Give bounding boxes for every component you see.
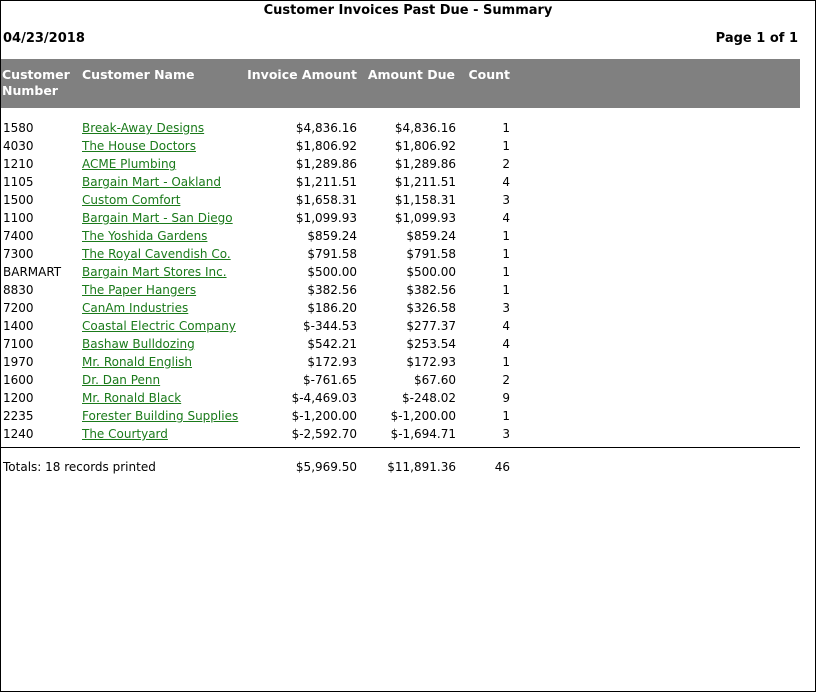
customer-name-link[interactable]: Custom Comfort [82,193,181,207]
customer-number-cell: 7100 [3,337,34,351]
amount-due-cell: $1,099.93 [394,211,456,225]
header-amount-due: Amount Due [367,67,455,82]
amount-due-cell: $382.56 [406,283,456,297]
amount-due-cell: $791.58 [406,247,456,261]
customer-name-link[interactable]: The Paper Hangers [82,283,197,297]
table-row [0,263,816,281]
amount-due-cell: $500.00 [406,265,456,279]
invoice-amount-cell: $859.24 [307,229,357,243]
customer-name-link[interactable]: Break-Away Designs [82,121,205,135]
customer-number-cell: 1240 [3,427,34,441]
table-row [0,317,816,335]
invoice-amount-cell: $791.58 [307,247,357,261]
column-header-band [1,59,800,108]
invoice-amount-cell: $1,806.92 [295,139,357,153]
invoice-amount-cell: $1,099.93 [295,211,357,225]
count-cell: 2 [502,157,510,171]
count-cell: 3 [502,301,510,315]
count-cell: 1 [502,409,510,423]
customer-name-link[interactable]: CanAm Industries [82,301,189,315]
table-row [0,371,816,389]
totals-label: Totals: 18 records printed [3,460,156,474]
invoice-rows [0,119,816,443]
invoice-amount-cell: $1,658.31 [295,193,357,207]
count-cell: 3 [502,193,510,207]
count-cell: 1 [502,121,510,135]
invoice-amount-cell: $-4,469.03 [291,391,357,405]
count-cell: 4 [502,319,510,333]
invoice-amount-cell: $186.20 [307,301,357,315]
table-row [0,191,816,209]
customer-name-link[interactable]: ACME Plumbing [82,157,177,171]
count-cell: 1 [502,139,510,153]
customer-number-cell: 1100 [3,211,34,225]
customer-name-link[interactable]: Mr. Ronald English [82,355,193,369]
amount-due-cell: $-248.02 [402,391,456,405]
amount-due-cell: $253.54 [406,337,456,351]
customer-number-cell: 4030 [3,139,34,153]
customer-number-cell: 1200 [3,391,34,405]
count-cell: 2 [502,373,510,387]
customer-number-cell: 1600 [3,373,34,387]
customer-number-cell: 7300 [3,247,34,261]
table-row [0,281,816,299]
table-row [0,173,816,191]
table-row [0,335,816,353]
customer-number-cell: 8830 [3,283,34,297]
customer-name-link[interactable]: The Yoshida Gardens [82,229,208,243]
invoice-amount-cell: $542.21 [307,337,357,351]
table-row [0,245,816,263]
amount-due-cell: $859.24 [406,229,456,243]
count-cell: 4 [502,337,510,351]
header-customer-number [2,67,80,99]
table-row [0,155,816,173]
customer-number-cell: 1210 [3,157,34,171]
invoice-amount-cell: $-761.65 [303,373,357,387]
header-customer-name: Customer Name [82,67,195,82]
table-row [0,209,816,227]
customer-name-link[interactable]: The Royal Cavendish Co. [82,247,231,261]
invoice-amount-cell: $500.00 [307,265,357,279]
customer-number-cell: 1580 [3,121,34,135]
amount-due-cell: $4,836.16 [394,121,456,135]
table-row [0,137,816,155]
customer-number-cell: 2235 [3,409,34,423]
customer-name-link[interactable]: Mr. Ronald Black [82,391,182,405]
header-customer-number-line2: Number [2,83,58,98]
header-customer-number-line1: Customer [2,67,70,82]
amount-due-cell: $-1,694.71 [390,427,456,441]
totals-count: 46 [494,460,510,474]
invoice-amount-cell: $1,211.51 [295,175,357,189]
amount-due-cell: $326.58 [406,301,456,315]
customer-number-cell: 1400 [3,319,34,333]
invoice-amount-cell: $382.56 [307,283,357,297]
customer-number-cell: 7400 [3,229,34,243]
count-cell: 9 [502,391,510,405]
amount-due-cell: $1,806.92 [394,139,456,153]
invoice-amount-cell: $-1,200.00 [291,409,357,423]
totals-row [0,458,816,476]
customer-number-cell: 1500 [3,193,34,207]
count-cell: 1 [502,265,510,279]
invoice-amount-cell: $1,289.86 [295,157,357,171]
customer-name-link[interactable]: Coastal Electric Company [82,319,236,333]
invoice-amount-cell: $4,836.16 [295,121,357,135]
count-cell: 4 [502,211,510,225]
customer-number-cell: 1105 [3,175,34,189]
amount-due-cell: $1,158.31 [394,193,456,207]
customer-name-link[interactable]: Bargain Mart - San Diego [82,211,233,225]
table-row [0,353,816,371]
table-row [0,299,816,317]
amount-due-cell: $277.37 [406,319,456,333]
count-cell: 1 [502,229,510,243]
customer-number-cell: 7200 [3,301,34,315]
invoice-amount-cell: $-344.53 [303,319,357,333]
report-title: Customer Invoices Past Due - Summary [263,3,553,18]
table-row [0,119,816,137]
invoice-amount-cell: $172.93 [307,355,357,369]
amount-due-cell: $67.60 [414,373,456,387]
count-cell: 1 [502,355,510,369]
customer-name-link[interactable]: Bargain Mart Stores Inc. [82,265,227,279]
count-cell: 3 [502,427,510,441]
table-row [0,389,816,407]
amount-due-cell: $172.93 [406,355,456,369]
header-invoice-amount: Invoice Amount [247,67,357,82]
totals-amount-due: $11,891.36 [387,460,456,474]
customer-name-link[interactable]: Bashaw Bulldozing [82,337,195,351]
totals-divider [1,447,800,448]
table-row [0,407,816,425]
customer-name-link[interactable]: Dr. Dan Penn [82,373,161,387]
customer-name-link[interactable]: Forester Building Supplies [82,409,239,423]
header-count: Count [468,67,510,82]
customer-name-link[interactable]: The Courtyard [82,427,168,441]
amount-due-cell: $-1,200.00 [390,409,456,423]
count-cell: 1 [502,247,510,261]
count-cell: 4 [502,175,510,189]
totals-invoice-amount: $5,969.50 [295,460,357,474]
invoice-amount-cell: $-2,592.70 [291,427,357,441]
customer-number-cell: 1970 [3,355,34,369]
customer-number-cell: BARMART [3,265,62,279]
amount-due-cell: $1,289.86 [394,157,456,171]
table-row [0,227,816,245]
table-row [0,425,816,443]
page-indicator: Page 1 of 1 [715,31,798,46]
amount-due-cell: $1,211.51 [394,175,456,189]
report-date: 04/23/2018 [3,31,85,46]
customer-name-link[interactable]: The House Doctors [82,139,196,153]
customer-name-link[interactable]: Bargain Mart - Oakland [82,175,221,189]
count-cell: 1 [502,283,510,297]
